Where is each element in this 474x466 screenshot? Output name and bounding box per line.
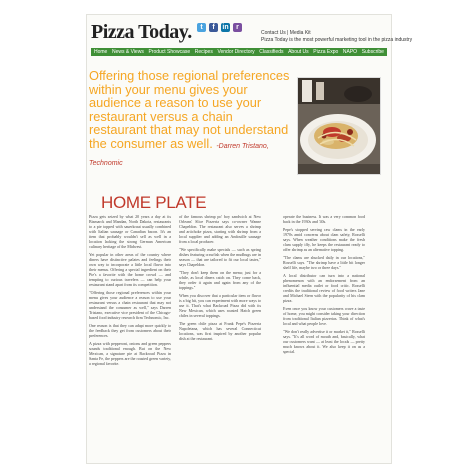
paragraph: "They don't keep them on the menu; just for a while, as local diners catch on. They come back, they order it again and again from any of the toppings."	[179, 270, 261, 290]
article-column-2	[179, 214, 261, 462]
paragraph: "Offering those regional preferences within your menu gives your audience a reason to use your restaurant versus a chain restaurant that may not understand the consumer as well," says Darren Tristano, executive vice president of the Chicago-based food industry research firm Technomic, Inc.	[89, 290, 171, 320]
quote-attribution: -Darren Tristano, Technomic	[89, 142, 269, 167]
article-heading: HOME PLATE	[101, 193, 207, 212]
facebook-icon[interactable]: f	[209, 23, 218, 32]
magazine-page	[86, 14, 413, 464]
nav-vendor-directory[interactable]: Vendor Directory	[217, 49, 255, 55]
paragraph: The green chile pizza at Frank Pepe's Pizzeria Napoletana, which has several Connecticut locations, was first inspired by another popular dish at the restaurant.	[179, 321, 261, 341]
tagline: Pizza Today is the most powerful marketing tool in the pizza industry	[261, 37, 413, 43]
paragraph: "We specifically make specials — such as spring dishes featuring crawfish when the mudbugs are in season — that are tailored to fit our local tastes," says Chapeldon.	[179, 247, 261, 267]
paragraph: operate the business. It was a very common food back in the 1930s and '40s.	[283, 214, 365, 224]
nav-classifieds[interactable]: Classifieds	[259, 49, 284, 55]
pull-quote-text: Offering those regional preferences within your menu gives your audience a reason to use your restaurant versus a chain restaurant that may not understand the consumer as well.	[89, 68, 290, 151]
nav-pizza-expo[interactable]: Pizza Expo	[313, 49, 339, 55]
paragraph: Even once you know your customers crave a taste of home, you might consider taking your direction from traditional Italian pizzerias. Think of what's local and what people love.	[283, 306, 365, 326]
nav-about-us[interactable]: About Us	[288, 49, 309, 55]
nav-home[interactable]: Home	[94, 49, 108, 55]
article-column-1	[89, 214, 171, 462]
nav-recipes[interactable]: Recipes	[194, 49, 213, 55]
top-links[interactable]: Contact Us | Media Kit	[261, 30, 311, 36]
pull-quote	[89, 69, 293, 170]
paragraph: A pizza with pepperoni, onions and green peppers sounds traditional enough. But on the New Mexican, a signature pie at Backroad Pizza in Santa Fe, the peppers are the roasted green variety, a regional favorite.	[89, 341, 171, 366]
linkedin-icon[interactable]: in	[222, 24, 229, 31]
twitter-icon[interactable]: t	[197, 23, 206, 32]
paragraph: A local distributor can turn into a national phenomenon with an endorsement from an influential media outlet or food critic. Rosselli credits the traditional review of food writers Jane and Michael Stern with the popularity of his clam pizza.	[283, 273, 365, 303]
paragraph: Yet popular in other areas of the country where diners have distinctive palates and feelings their own way to incorporate a little local flavor into their menus. Offering a special ingredient on their Pie's a favorite with the home crowd — and tempting to curious travelers — can help your restaurant stand apart from its competition.	[89, 252, 171, 287]
rss-icon[interactable]: r	[233, 23, 242, 32]
social-icons	[197, 23, 242, 32]
paragraph: "The clams are shucked daily in our locations," Rosselli says. "The shrimp have a little bit longer shelf life, maybe two or three days."	[283, 255, 365, 270]
nav-subscribe[interactable]: Subscribe	[361, 49, 384, 55]
nav-news-views[interactable]: News & Views	[111, 49, 144, 55]
article-column-3	[283, 214, 365, 462]
paragraph: One reason is that they can adapt more quickly to the feedback they get from customers about their preferences.	[89, 323, 171, 338]
paragraph: When you discover that a particular item or flavor is a big hit, you can experiment with more ways to use it. That's what Backroad Pizza did with its New Mexican, which uses roasted Hatch green chiles in several toppings.	[179, 293, 261, 318]
main-nav	[91, 48, 387, 56]
paragraph: of the famous shrimp po' boy sandwich at New Orleans' Slice Pizzeria says co-owner Wanne Chapeldon. The restaurant also serves a shrimp and artichoke pizza, starting with shrimp from a local supplier and adding an Andouille sausage from a local producer.	[179, 214, 261, 244]
paragraph: Pizza gets seized by what 20 years a day at its Bismarck and Mandan, North Dakota, restaurants to a pie topped with sauerkraut usually combined with Italian sausage or Canadian bacon. It's an item that probably wouldn't sell as well in a location lacking the strong German American culinary heritage of the Midwest.	[89, 214, 171, 249]
pizza-today-logo[interactable]: Pizza Today.	[91, 21, 192, 43]
nav-napo[interactable]: NAPO	[342, 49, 358, 55]
pasta-dish-photo	[297, 77, 381, 175]
paragraph: "We don't really advertise it or market it," Rosselli says. "It's all word of mouth and, basically, what our customers want — at least the locals — pretty much knows about it. We also keep it on as a special.	[283, 329, 365, 354]
paragraph: Pepe's stopped serving raw clams in the early 1970s amid concerns about clam safety, Rosselli says. When weather conditions make the fresh clam supply iffy, he keeps the restaurant ready to offer shrimp as an alternative topping.	[283, 227, 365, 252]
nav-product-showcase[interactable]: Product Showcase	[148, 49, 191, 55]
